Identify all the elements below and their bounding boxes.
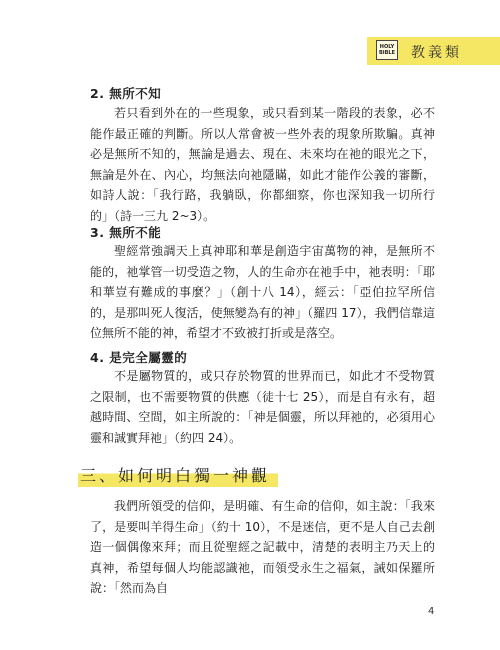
- heading-omniscient: 2. 無所不知: [90, 86, 162, 101]
- heading-omnipotent: 3. 無所不能: [90, 225, 162, 240]
- bible-book-icon: HOLY BIBLE: [376, 40, 398, 60]
- paragraph-omnipotent: 聖經常強調天上真神耶和華是創造宇宙萬物的神，是無所不能的，祂掌管一切受造之物，人的生命亦在祂手中，祂表明：「耶和華豈有難成的事麼？」（創十八 14），經云：「亞伯拉罕所信的，是那叫死人復活，使無變為有的神」（羅四 17），我們信靠這位無所不能的神，希望才不致被打折或是落空。: [90, 244, 435, 340]
- paragraph-omniscient: 若只看到外在的一些現象，或只看到某一階段的表象，必不能作最正確的判斷。所以人常會被一些外表的現象所欺騙。真神必是無所不知的，無論是過去、現在、未來均在祂的眼光之下，無論是外在、內心，均無法向祂隱瞞，如此才能作公義的審斷，如詩人說：「我行路，我躺臥，你都細察，你也深知我一切所行的」（詩一三九 2~3）。: [90, 106, 435, 223]
- category-label: 教義類: [411, 45, 462, 61]
- category-tag: [367, 37, 500, 65]
- paragraph-section-three: 我們所領受的信仰，是明確、有生命的信仰，如主說：「我來了，是要叫羊得生命」（約十 10），不是迷信，更不是人自己去創造一個偶像來拜；而且從聖經之記載中，清楚的表明主乃天上的真神，希望每個人均能認識祂，而領受永生之福氣，誡如保羅所說：「然而為自: [90, 499, 435, 595]
- heading-spiritual: 4. 是完全屬靈的: [90, 350, 188, 365]
- paragraph-spiritual: 不是屬物質的，或只存於物質的世界而已，如此才不受物質之限制，也不需要物質的供應（徒十七 25），而是自有永有，超越時間、空間，如主所說的：「神是個靈，所以拜祂的，必須用心靈和誠實拜祂」（約四 24）。: [90, 369, 435, 445]
- page-number: 4: [428, 606, 435, 617]
- section-title: 三、如何明白獨一神觀: [78, 462, 278, 487]
